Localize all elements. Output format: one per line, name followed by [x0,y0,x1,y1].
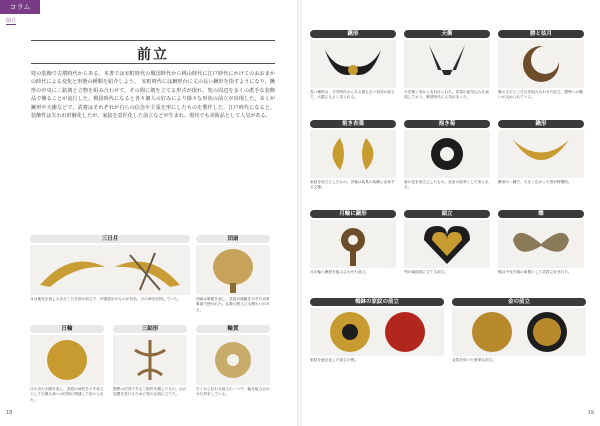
section-caption: 金箔を用いた豪華な前立。 [452,358,497,362]
section-caption: 月は後光を表し大きな三日月形の前立で、伊達政宗のものが有名。月の神を信仰していた。 [30,297,182,301]
section-caption: 菊の花を前立にしたもの。皇室の紋章として知られる。 [404,180,489,190]
section-label: 三日月 [30,235,190,243]
section-caption: 天を衝く形から名付けられた。武将の意気込みを表現しており、戦国時代に人気があった。 [404,90,489,100]
ring-icon [196,335,270,385]
column-subtag: 前立 [6,18,17,24]
fan-icon [196,245,270,295]
section-label: 天衝 [404,30,490,38]
section-label: 蝶 [498,210,584,218]
section-label: 勝と弦月 [498,30,584,38]
tsukinowa-photo [310,220,396,268]
dakigyoyo-photo [310,130,396,178]
section-label: 頭立 [404,210,490,218]
section-label: 三鈷形 [113,325,187,333]
page-number-right: 19 [587,410,594,416]
section-label: 抱き杏葉 [310,120,396,128]
vajra-icon [113,335,187,385]
column-tag: コラム [0,0,40,14]
nichirin-photo [30,335,104,385]
section-label: 梅鉢の家紋の前立 [310,298,444,306]
section-label: 月輪に鍬形 [310,210,396,218]
butterfly-icon [498,220,584,268]
page-number-left: 18 [6,410,13,416]
horn-icon [404,40,490,88]
wanuki-photo [196,335,270,385]
chrysanthemum-icon [404,130,490,178]
uchiwa-photo [196,245,270,295]
section-caption: 月の輪と鍬形を組み合わせた前立。 [310,270,369,274]
katsu-gengetsu-photo [498,40,584,88]
intro-text: 兜の装飾で古墳時代からある。本書では室町時代の戦国時代から桃山時代に江戸時代にかけてのおおまかの時代による変化と形態の種類を紹介しよう。 室町時代には鍬形台に丈の長い鍬形を指すようになり、鍬形の中央に三鈷剣と立物を組み合わせて、その間に剣を立てる形式が現れ、兜の周辺を多くの派手な装飾品で飾ることが流行した。戦国時代になると各々個人の好みにより様々な形状の前立が出現した。多くが鍬形や天衝などで、武将はそれぞれが自らの信念や主張を形にしたものを製作した。江戸時代になると、装飾性は失われ形骸化したが、家紋を意匠化した前立などが生まれ、現代でも美術品として人気がある。 [31,71,275,120]
kuwagata2-photo [498,130,584,178]
section-label: 鍬形 [498,120,584,128]
title-box [31,40,275,64]
kuwagata-photo [310,40,396,88]
section-label: 日輪 [30,325,104,333]
section-caption: 鍬形の一種で、大きく広がった形が特徴的。 [498,180,572,184]
section-label: 鍬形 [310,30,396,38]
sun-disc-icon [30,335,104,385]
antler-icon [310,40,396,88]
left-page [0,0,298,426]
section-caption: 勝の文字と三日月を組み合わせた前立。勝利への願いが込められている。 [498,90,583,100]
crest-icon [310,308,444,356]
gold-disc-icon [452,308,586,356]
page-title: 前立 [137,47,169,63]
right-page [302,0,600,426]
umebachi-photo [310,308,444,356]
section-caption: 蝶は不死不滅の象徴として武将に好まれた。 [498,270,572,274]
section-caption: 兜の頭頂部に立てる前立。 [404,270,449,274]
section-caption: 家紋を意匠化した前立の例。 [310,358,358,362]
leaf-crest-icon [310,130,396,178]
zudate-photo [404,220,490,268]
mikazuki-photo [30,245,190,295]
section-caption: 家紋を前立にしたもの。杏葉は馬具の装飾に由来する文様。 [310,180,395,190]
section-caption: 密教の法具である三鈷杵を模したもの。仏の加護を受けるために兜の正面に立てた。 [113,387,187,397]
section-caption: 団扇は軍配を表し、武将の威厳を示すため軍事面で使われた。仏教の教えにも関わりがある。 [196,297,270,312]
tentsuki-photo [404,40,490,88]
cho-photo [498,220,584,268]
section-label: 抱き菊 [404,120,490,128]
crescent-moon-icon [498,40,584,88]
heart-icon [404,220,490,268]
section-label: 金の前立 [452,298,586,306]
crescent-icon [30,245,190,295]
moon-ring-icon [310,220,396,268]
section-label: 輪貫 [196,325,270,333]
kin-photo [452,308,586,356]
sanko-photo [113,335,187,385]
dakigiku-photo [404,130,490,178]
crescent-icon [498,130,584,178]
section-caption: 長い鍬形は、平安時代からある最も古い形式の前立で、大鎧にもよく見られる。 [310,90,395,100]
section-caption: 日の出や太陽を表し、武将の神性を示す前立として天照大神への信仰に関連して用いられた。 [30,387,104,402]
section-label: 団扇 [196,235,270,243]
section-caption: 古くから伝わる前立の一つで、輪を組み合わせた形をしている。 [196,387,270,397]
